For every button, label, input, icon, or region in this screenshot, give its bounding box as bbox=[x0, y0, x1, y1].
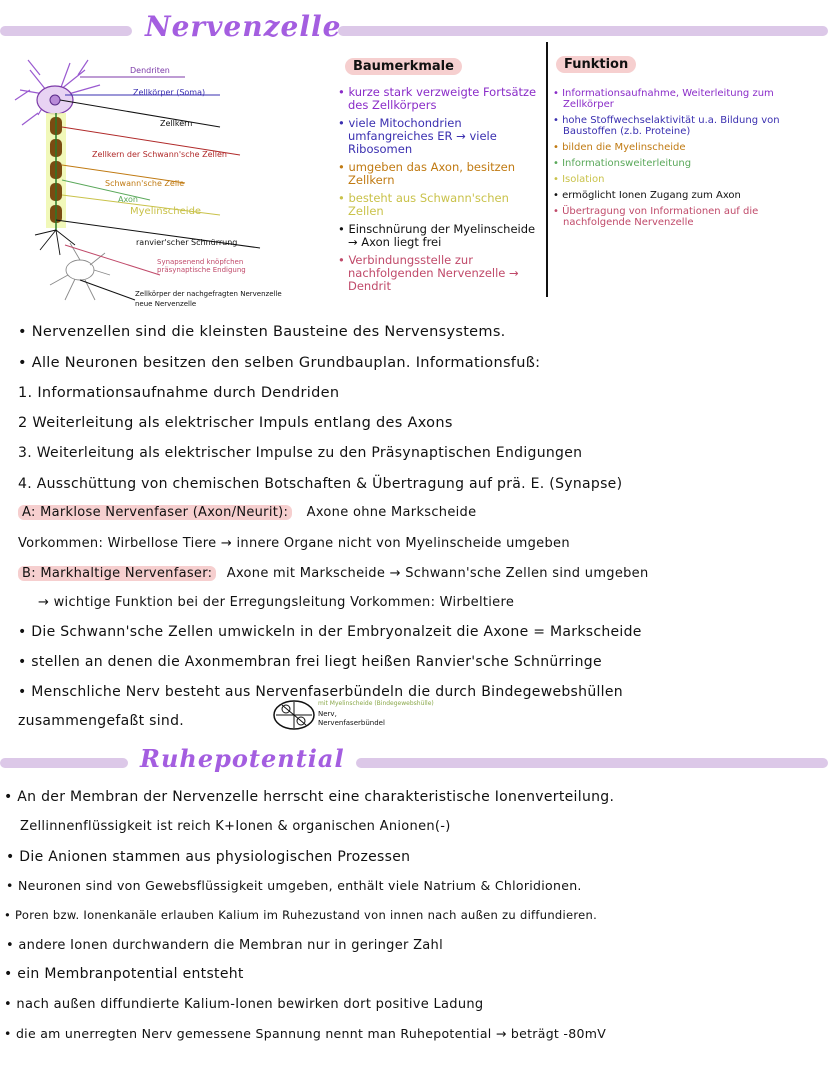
markless-occurrence: Vorkommen: Wirbellose Tiere → innere Organe nicht von Myelinscheide umgeben bbox=[18, 536, 570, 551]
funktion-item: • ermöglicht Ionen Zugang zum Axon bbox=[553, 190, 741, 201]
baumerkmal-item: • kurze stark verzweigte Fortsätze des Zellkörpers bbox=[338, 85, 537, 112]
baumerkmal-item: • Verbindungsstelle zur nachfolgenden Nervenzelle → Dendrit bbox=[338, 253, 519, 293]
baumerkmal-item: • umgeben das Axon, besitzen Zellkern bbox=[338, 160, 516, 187]
funktion-item: • Isolation bbox=[553, 174, 605, 185]
funktion-item: • Übertragung von Informationen auf die nachfolgende Nervenzelle bbox=[553, 206, 759, 228]
text-line-7: • Die Schwann'sche Zellen umwickeln in der Embryonalzeit die Axone = Markscheide bbox=[18, 624, 642, 640]
funktion-item: • Informationsweiterleitung bbox=[553, 158, 692, 169]
baumerkmal-item: • Einschnürung der Myelinscheide → Axon liegt frei bbox=[338, 222, 536, 249]
title-band-left bbox=[0, 26, 132, 36]
text-line-8: • stellen an denen die Axonmembran frei liegt heißen Ranvier'sche Schnürringe bbox=[18, 654, 602, 670]
text-line-10: zusammengefaßt sind. bbox=[18, 713, 185, 729]
label-zellkern: Zellkern bbox=[160, 119, 193, 128]
bundle-label-nerv: Nerv, bbox=[318, 710, 337, 718]
baumerkmal-item: • besteht aus Schwann'schen Zellen bbox=[338, 191, 509, 218]
markless-title: A: Marklose Nervenfaser (Axon/Neurit): bbox=[18, 505, 292, 520]
ruhe-line-4: • Neuronen sind von Gewebsflüssigkeit umgeben, enthält viele Natrium & Chloridionen. bbox=[6, 878, 582, 893]
marked-text: Axone mit Markscheide → Schwann'sche Zellen sind umgeben bbox=[226, 566, 649, 581]
title-band-right bbox=[338, 26, 828, 36]
ruhe-band-right bbox=[356, 758, 828, 768]
table-divider bbox=[546, 42, 548, 297]
label-endknoepfchen: Synapsenend knöpfchen präsynaptische Endigung bbox=[157, 258, 246, 274]
ruhe-band-left bbox=[0, 758, 128, 768]
marked-title: B: Markhaltige Nervenfaser: bbox=[18, 566, 216, 581]
text-line-9: • Menschliche Nerv besteht aus Nervenfaserbündeln die durch Bindegewebshüllen bbox=[18, 684, 623, 700]
funktion-item: • hohe Stoffwechselaktivität u.a. Bildung von Baustoffen (z.b. Proteine) bbox=[553, 115, 780, 137]
funktion-list bbox=[553, 88, 823, 233]
label-neue: neue Nervenzelle bbox=[135, 300, 197, 308]
baumerkmal-item: • viele Mitochondrien umfangreiches ER → viele Ribosomen bbox=[338, 116, 497, 156]
label-dendriten: Dendriten bbox=[130, 66, 170, 75]
page-title: Nervenzelle bbox=[145, 10, 342, 43]
ruhe-line-3: • Die Anionen stammen aus physiologischen Prozessen bbox=[6, 849, 411, 865]
markless-line bbox=[18, 505, 476, 520]
label-myelinscheide: Myelinscheide bbox=[130, 206, 202, 217]
ruhe-line-1: • An der Membran der Nervenzelle herrscht eine charakteristische Ionenverteilung. bbox=[4, 789, 615, 805]
label-schwannsche-zelle: Schwann'sche Zelle bbox=[105, 179, 185, 188]
section-title-ruhepotential: Ruhepotential bbox=[140, 744, 345, 773]
baumerkmale-list bbox=[338, 86, 543, 298]
ruhe-line-6: • andere Ionen durchwandern die Membran nur in geringer Zahl bbox=[6, 938, 443, 953]
header-funktion: Funktion bbox=[556, 56, 636, 73]
ruhe-line-2: Zellinnenflüssigkeit ist reich K+Ionen & organischen Anionen(-) bbox=[20, 819, 451, 834]
markless-text: Axone ohne Markscheide bbox=[306, 505, 477, 520]
bundle-label-mit: mit Myelinscheide (Bindegewebshülle) bbox=[318, 700, 434, 707]
label-ranvier: ranvier'scher Schnürrung bbox=[136, 238, 238, 247]
ruhe-line-7: • ein Membranpotential entsteht bbox=[4, 966, 244, 982]
header-baumerkmale: Baumerkmale bbox=[345, 58, 462, 75]
ruhe-line-9: • die am unerregten Nerv gemessene Spannung nennt man Ruhepotential → beträgt -80mV bbox=[4, 1026, 607, 1041]
ruhe-line-8: • nach außen diffundierte Kalium-Ionen bewirken dort positive Ladung bbox=[4, 997, 484, 1012]
label-zellkoerper: Zellkörper (Soma) bbox=[133, 88, 206, 97]
nucleus bbox=[50, 95, 60, 105]
text-line-3: 1. Informationsaufnahme durch Dendriden bbox=[18, 385, 340, 401]
text-line-1: • Nervenzellen sind die kleinsten Bausteine des Nervensystems. bbox=[18, 324, 506, 340]
nerve-bundle-icon bbox=[272, 699, 316, 731]
label-zellkern-schwann: Zellkern der Schwann'sche Zellen bbox=[92, 150, 227, 159]
bundle-label-buendel: Nervenfaserbündel bbox=[318, 719, 385, 727]
marked-line bbox=[18, 566, 649, 581]
text-line-2: • Alle Neuronen besitzen den selben Grundbauplan. Informationsfuß: bbox=[18, 355, 541, 371]
funktion-item: • bilden die Myelinscheide bbox=[553, 142, 686, 153]
marked-line-2: → wichtige Funktion bei der Erregungsleitung Vorkommen: Wirbeltiere bbox=[38, 595, 515, 610]
text-line-6: 4. Ausschüttung von chemischen Botschaften & Übertragung auf prä. E. (Synapse) bbox=[18, 476, 623, 492]
ruhe-line-5: • Poren bzw. Ionenkanäle erlauben Kalium im Ruhezustand von innen nach außen zu diffundieren. bbox=[4, 908, 598, 922]
funktion-item: • Informationsaufnahme, Weiterleitung zum Zellkörper bbox=[553, 88, 774, 110]
label-nachgeschaltet: Zellkörper der nachgefragten Nervenzelle bbox=[135, 290, 282, 298]
label-axon: Axon bbox=[118, 195, 138, 204]
text-line-4: 2 Weiterleitung als elektrischer Impuls entlang des Axons bbox=[18, 415, 453, 431]
text-line-5: 3. Weiterleitung als elektrischer Impulse zu den Präsynaptischen Endigungen bbox=[18, 445, 583, 461]
